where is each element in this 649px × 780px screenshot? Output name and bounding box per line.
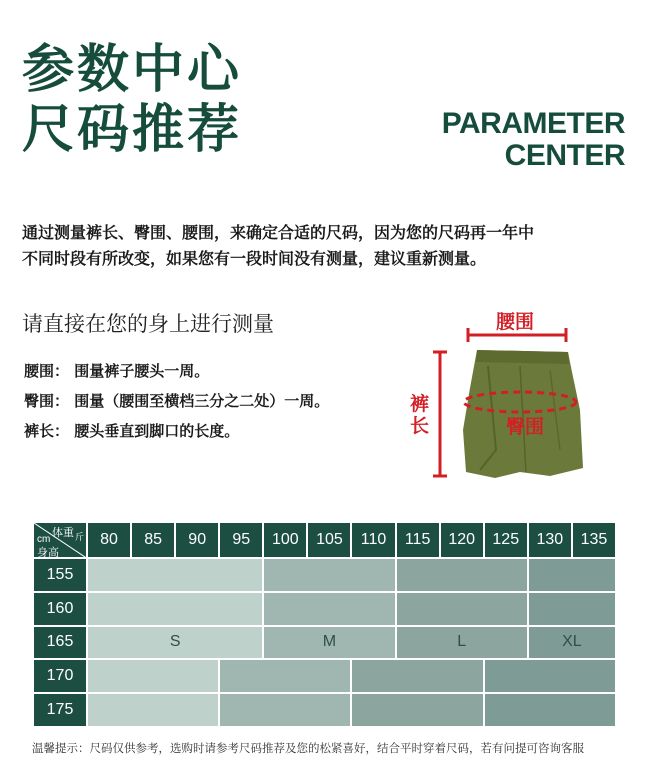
size-cell-s — [87, 558, 263, 592]
height-header: 155 — [33, 558, 87, 592]
size-cell-s — [87, 693, 219, 727]
size-cell-m — [219, 693, 351, 727]
corner-height-label: 身高 — [37, 546, 59, 558]
weight-header: 80 — [87, 522, 131, 558]
weight-header: 95 — [219, 522, 263, 558]
table-row — [33, 558, 616, 592]
measure-heading: 请直接在您的身上进行测量 — [22, 312, 274, 336]
title-en-line1: PARAMETER — [441, 107, 625, 140]
height-header: 160 — [33, 592, 87, 626]
length-label-1: 裤 — [410, 393, 430, 415]
title-en-line2: CENTER — [504, 139, 625, 172]
measure-waist: 腰围： 围量裤子腰头一周。 — [24, 362, 210, 380]
size-label-xl: XL — [528, 626, 616, 660]
corner-weight-unit: 斤 — [74, 533, 84, 543]
page-title-cn — [22, 40, 242, 160]
size-cell-xl — [484, 659, 616, 693]
weight-header: 105 — [307, 522, 351, 558]
table-row — [33, 693, 616, 727]
size-label-l: L — [396, 626, 528, 660]
intro-line1: 通过测量裤长、臀围、腰围，来确定合适的尺码，因为您的尺码再一年中 — [22, 223, 535, 242]
size-label-s: S — [87, 626, 263, 660]
weight-header: 110 — [351, 522, 395, 558]
title-cn-line1: 参数中心 — [22, 40, 243, 100]
size-recommendation-table — [32, 521, 617, 728]
table-row — [33, 659, 616, 693]
weight-header: 85 — [131, 522, 175, 558]
size-label-m: M — [263, 626, 395, 660]
weight-header: 135 — [572, 522, 616, 558]
footer-note: 温馨提示：尺码仅供参考，选购时请参考尺码推荐及您的松紧喜好，结合平时穿着尺码，若有问提可咨询客服 — [32, 741, 584, 755]
weight-header: 115 — [396, 522, 440, 558]
intro-line2: 不同时段有所改变，如果您有一段时间没有测量，建议重新测量。 — [22, 249, 487, 268]
size-cell-s — [87, 592, 263, 626]
size-cell-l — [351, 693, 483, 727]
weight-header: 90 — [175, 522, 219, 558]
table-row — [33, 626, 616, 660]
hip-label: 臀围 — [506, 416, 545, 438]
size-cell-l — [351, 659, 483, 693]
size-cell-xl — [528, 592, 616, 626]
height-header: 170 — [33, 659, 87, 693]
intro-text — [22, 220, 637, 272]
size-cell-m — [219, 659, 351, 693]
size-cell-xl — [484, 693, 616, 727]
length-label-2: 长 — [410, 415, 430, 437]
weight-header: 130 — [528, 522, 572, 558]
size-cell-m — [263, 592, 395, 626]
page-title-en — [442, 108, 625, 172]
weight-header: 125 — [484, 522, 528, 558]
weight-header: 120 — [440, 522, 484, 558]
size-cell-xl — [528, 558, 616, 592]
size-cell-l — [396, 592, 528, 626]
weight-header: 100 — [263, 522, 307, 558]
length-marker-icon — [433, 352, 447, 476]
size-cell-s — [87, 659, 219, 693]
table-corner — [33, 522, 87, 558]
length-label — [410, 393, 434, 437]
corner-height-unit: cm — [37, 534, 51, 545]
size-cell-m — [263, 558, 395, 592]
measure-length: 裤长： 腰头垂直到脚口的长度。 — [24, 422, 240, 440]
height-header: 165 — [33, 626, 87, 660]
size-cell-l — [396, 558, 528, 592]
height-header: 175 — [33, 693, 87, 727]
table-row — [33, 592, 616, 626]
measure-hip: 臀围： 围量（腰围至横档三分之二处）一周。 — [24, 392, 330, 410]
title-cn-line2: 尺码推荐 — [22, 100, 243, 160]
waist-label: 腰围 — [496, 311, 535, 333]
corner-weight-label: 体重 — [52, 526, 74, 539]
table-header-row — [33, 522, 616, 558]
